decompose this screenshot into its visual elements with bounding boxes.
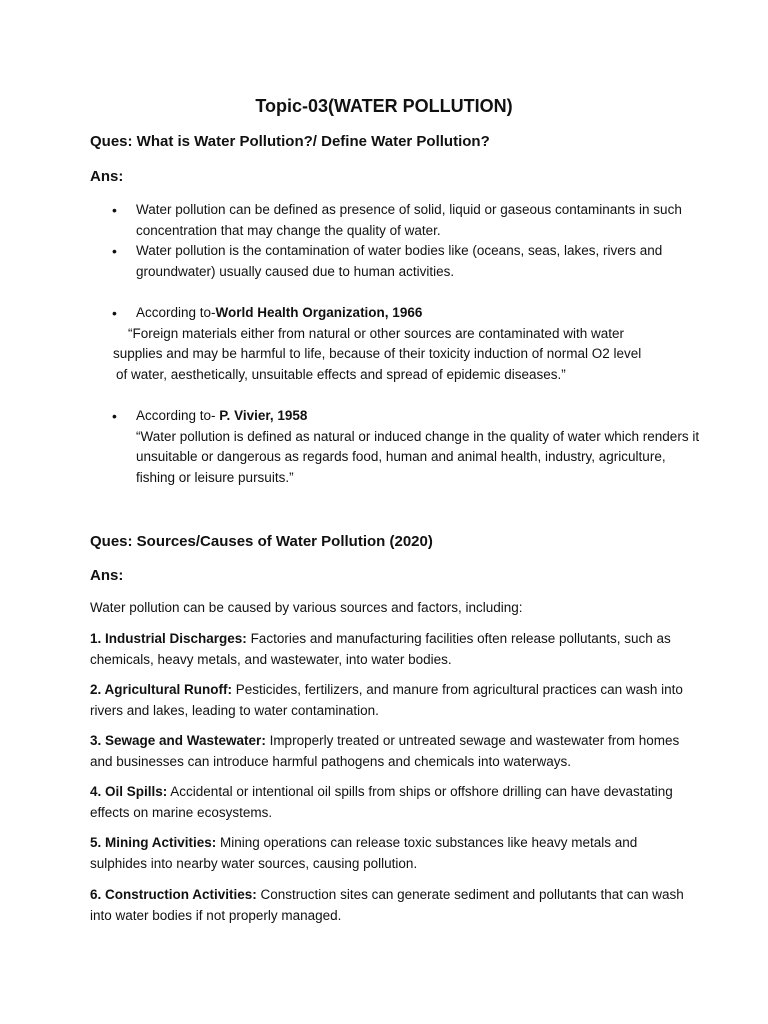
item-text: Improperly treated or untreated sewage and wastewater from homes and businesses can introduce harmful pathogens and chemicals into waterways. — [90, 733, 680, 769]
bullet-icon: • — [112, 202, 117, 218]
list-item — [90, 833, 690, 874]
bullet-icon: • — [112, 408, 117, 424]
list-item — [90, 680, 690, 721]
question-sources: Ques: Sources/Causes of Water Pollution (2020) — [90, 533, 433, 550]
list-item — [90, 731, 690, 772]
citation-vivier: P. Vivier, 1958 — [219, 408, 308, 423]
item-label: 3. Sewage and Wastewater: — [90, 733, 266, 748]
item-text: Construction sites can generate sediment and pollutants that can wash into water bodies if not properly managed. — [90, 887, 684, 923]
bullet-item — [112, 200, 712, 241]
bullet-icon: • — [112, 305, 117, 321]
item-text: Factories and manufacturing facilities often release pollutants, such as chemicals, heavy metals, and wastewater, into water bodies. — [90, 631, 671, 667]
vivier-quote: “Water pollution is defined as natural or induced change in the quality of water which renders it unsuitable or dangerous as regards food, human and animal health, industry, agriculture, fishing or leisure pursuits.” — [136, 428, 700, 485]
item-text: Pesticides, fertilizers, and manure from agricultural practices can wash into rivers and lakes, leading to water contamination. — [90, 682, 683, 718]
bullet-item — [112, 241, 712, 282]
answer-label-1: Ans: — [90, 168, 124, 185]
list-item — [90, 782, 690, 823]
who-quote-line: of water, aesthetically, unsuitable effects and spread of epidemic diseases.” — [116, 367, 566, 382]
question-definition: Ques: What is Water Pollution?/ Define Water Pollution? — [90, 133, 490, 150]
item-label: 1. Industrial Discharges: — [90, 631, 247, 646]
bullet-item-vivier — [112, 406, 712, 488]
list-item — [90, 885, 690, 926]
answer-label-2: Ans: — [90, 567, 124, 584]
item-text: Accidental or intentional oil spills from ships or offshore drilling can have devastating effects on marine ecosystems. — [90, 784, 673, 820]
bullet-text: Water pollution is the contamination of water bodies like (oceans, seas, lakes, rivers and groundwater) usually caused due to human activities. — [136, 243, 663, 279]
according-prefix: According to- — [136, 305, 216, 320]
citation-who: World Health Organization, 1966 — [215, 305, 423, 320]
according-prefix: According to- — [136, 408, 220, 423]
item-text: Mining operations can release toxic substances like heavy metals and sulphides into nearby water sources, causing pollution. — [90, 835, 638, 871]
sources-intro: Water pollution can be caused by various sources and factors, including: — [90, 600, 523, 615]
bullet-icon: • — [112, 243, 117, 259]
item-label: 6. Construction Activities: — [90, 887, 257, 902]
item-label: 2. Agricultural Runoff: — [90, 682, 232, 697]
item-label: 4. Oil Spills: — [90, 784, 168, 799]
bullet-text: Water pollution can be defined as presence of solid, liquid or gaseous contaminants in such concentration that may change the quality of water. — [136, 202, 682, 238]
list-item — [90, 629, 690, 670]
page-title: Topic-03(WATER POLLUTION) — [255, 96, 513, 116]
bullet-item-who — [112, 303, 712, 324]
who-quote-line: supplies and may be harmful to life, because of their toxicity induction of normal O2 level — [113, 346, 642, 361]
item-label: 5. Mining Activities: — [90, 835, 217, 850]
who-quote-line: “Foreign materials either from natural or other sources are contaminated with water — [128, 326, 624, 341]
